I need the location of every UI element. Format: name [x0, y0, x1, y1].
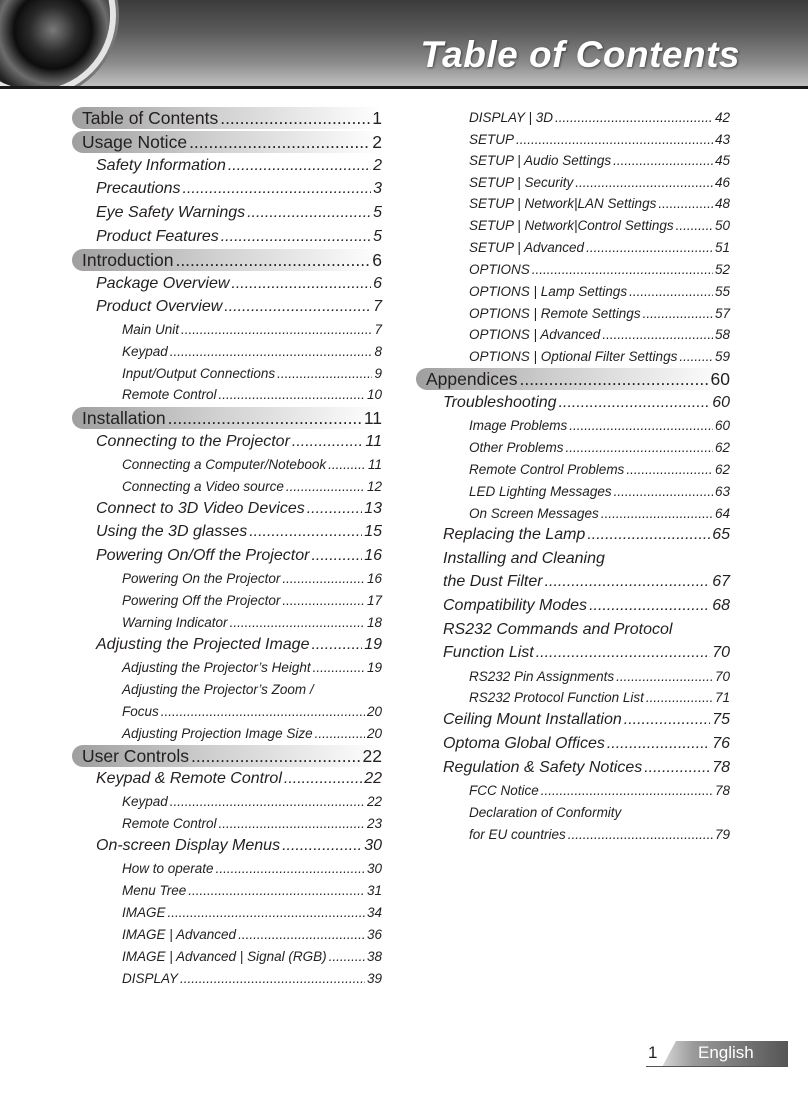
dot-leader	[219, 387, 365, 402]
dot-leader	[161, 704, 365, 719]
dot-leader	[646, 690, 713, 705]
toc-page-number: 60	[714, 418, 730, 433]
dot-leader	[607, 735, 710, 753]
toc-page-number: 11	[367, 457, 382, 472]
dot-leader	[230, 615, 365, 630]
toc-entry-title: SETUP	[469, 132, 515, 147]
dot-leader	[168, 408, 362, 429]
toc-subsection[interactable]	[122, 861, 382, 876]
toc-subsection[interactable]	[469, 218, 730, 233]
toc-section[interactable]	[96, 500, 382, 518]
toc-page-number: 39	[366, 971, 382, 986]
toc-page-number: 10	[366, 387, 382, 402]
toc-subsection[interactable]	[469, 827, 730, 842]
dot-leader	[247, 204, 371, 222]
toc-subsection[interactable]	[122, 615, 382, 630]
toc-section[interactable]	[96, 157, 382, 175]
toc-subsection[interactable]	[469, 110, 730, 125]
toc-entry-title: Keypad	[122, 794, 168, 809]
toc-page-number: 52	[714, 262, 730, 277]
footer-rule	[646, 1066, 788, 1067]
toc-entry-title: Usage Notice	[82, 131, 188, 152]
dot-leader	[541, 783, 713, 798]
toc-page-number: 62	[714, 440, 730, 455]
toc-subsection[interactable]	[122, 971, 382, 986]
toc-section[interactable]	[443, 759, 730, 777]
toc-entry-title: Input/Output Connections	[122, 366, 276, 381]
dot-leader	[519, 369, 708, 390]
toc-subsection[interactable]	[469, 306, 730, 321]
toc-entry-title: Connecting a Computer/Notebook	[122, 457, 327, 472]
dot-leader	[568, 827, 713, 842]
toc-subsection[interactable]	[122, 660, 382, 675]
toc-entry-title: RS232 Protocol Function List	[469, 690, 644, 705]
toc-entry-title: How to operate	[122, 861, 214, 876]
toc-entry-title: Optoma Global Offices	[443, 735, 605, 752]
toc-entry-title: Table of Contents	[82, 107, 219, 128]
toc-section[interactable]	[96, 547, 382, 565]
toc-entry-title: Precautions	[96, 180, 181, 197]
toc-page-number: 63	[714, 484, 730, 499]
toc-entry-title: Installation	[82, 407, 166, 428]
toc-subsection[interactable]	[469, 805, 730, 820]
toc-page-number: 65	[712, 526, 730, 543]
toc-section[interactable]	[96, 433, 382, 451]
toc-page-number: 34	[366, 905, 382, 920]
toc-page-number: 11	[363, 407, 382, 428]
toc-section[interactable]	[96, 523, 382, 541]
toc-entry-title: Main Unit	[122, 322, 180, 337]
toc-section[interactable]	[96, 275, 382, 293]
toc-page-number: 59	[714, 349, 730, 364]
toc-entry-title: Product Features	[96, 228, 219, 245]
toc-page-number: 20	[366, 726, 382, 741]
toc-subsection[interactable]	[469, 506, 730, 521]
toc-page-number: 45	[714, 153, 730, 168]
toc-section[interactable]	[443, 711, 730, 729]
toc-page-number: 78	[712, 759, 730, 776]
toc-page-number: 12	[366, 479, 382, 494]
toc-section[interactable]	[443, 394, 730, 412]
toc-subsection[interactable]	[122, 322, 382, 337]
toc-section[interactable]	[443, 597, 730, 615]
toc-subsection[interactable]	[469, 175, 730, 190]
toc-subsection[interactable]	[122, 571, 382, 586]
toc-entry-title: the Dust Filter	[443, 573, 543, 590]
page-title: Table of Contents	[420, 34, 740, 75]
toc-entry-title: SETUP | Network|Control Settings	[469, 218, 674, 233]
toc-page-number: 13	[364, 500, 382, 517]
toc-subsection[interactable]	[122, 593, 382, 608]
toc-entry-title: Package Overview	[96, 275, 230, 292]
toc-entry-title: OPTIONS | Remote Settings	[469, 306, 641, 321]
toc-page-number: 5	[373, 228, 382, 245]
toc-entry-title: IMAGE | Advanced	[122, 927, 237, 942]
toc-page-number: 30	[364, 837, 382, 854]
toc-subsection[interactable]	[122, 816, 382, 831]
toc-page-number: 18	[366, 615, 382, 630]
toc-entry-title: DISPLAY	[122, 971, 179, 986]
dot-leader	[219, 816, 365, 831]
toc-chapter[interactable]	[72, 131, 382, 153]
toc-subsection[interactable]	[469, 349, 730, 364]
dot-leader	[311, 547, 362, 565]
toc-page-number: 64	[714, 506, 730, 521]
toc-subsection[interactable]	[122, 949, 382, 964]
toc-subsection[interactable]	[469, 418, 730, 433]
dot-leader	[602, 327, 713, 342]
toc-entry-title: Powering On the Projector	[122, 571, 281, 586]
toc-chapter[interactable]	[416, 368, 730, 390]
dot-leader	[601, 506, 713, 521]
toc-page-number: 7	[374, 322, 382, 337]
dot-leader	[216, 861, 365, 876]
toc-entry-title: Function List	[443, 644, 534, 661]
toc-entry-title: Troubleshooting	[443, 394, 557, 411]
dot-leader	[658, 196, 713, 211]
toc-page-number: 46	[714, 175, 730, 190]
toc-section[interactable]	[443, 644, 730, 662]
toc-page-number: 70	[712, 644, 730, 661]
dot-leader	[168, 905, 365, 920]
toc-page-number: 7	[373, 298, 382, 315]
toc-entry-title: RS232 Commands and Protocol	[443, 621, 673, 638]
dot-leader	[282, 571, 365, 586]
toc-page-number: 42	[714, 110, 730, 125]
dot-leader	[277, 366, 372, 381]
dot-leader	[679, 349, 713, 364]
dot-leader	[189, 132, 370, 153]
toc-subsection[interactable]	[469, 132, 730, 147]
toc-page-number: 43	[714, 132, 730, 147]
toc-entry-title: Compatibility Modes	[443, 597, 588, 614]
toc-page-number: 15	[364, 523, 382, 540]
toc-entry-title: Safety Information	[96, 157, 226, 174]
dot-leader	[559, 394, 711, 412]
dot-leader	[566, 440, 713, 455]
dot-leader	[613, 153, 713, 168]
dot-leader	[555, 110, 713, 125]
header-rule	[0, 86, 808, 89]
toc-page-number: 38	[366, 949, 382, 964]
toc-page-number: 78	[714, 783, 730, 798]
toc-page-number: 11	[365, 433, 382, 450]
toc-page-number: 22	[362, 745, 382, 766]
dot-leader	[626, 462, 713, 477]
toc-subsection[interactable]	[469, 240, 730, 255]
toc-page-number: 19	[366, 660, 382, 675]
dot-leader	[315, 726, 365, 741]
toc-page-number: 71	[714, 690, 730, 705]
toc-subsection[interactable]	[469, 669, 730, 684]
toc-page-number: 60	[710, 368, 730, 389]
toc-entry-title: Adjusting Projection Image Size	[122, 726, 313, 741]
toc-section[interactable]	[96, 837, 382, 855]
dot-leader	[614, 484, 713, 499]
toc-subsection[interactable]	[122, 682, 382, 697]
toc-page-number: 31	[366, 883, 382, 898]
toc-entry-title: Connecting a Video source	[122, 479, 284, 494]
toc-section[interactable]	[96, 228, 382, 246]
toc-entry-title: Adjusting the Projector’s Height	[122, 660, 311, 675]
toc-page-number: 1	[372, 107, 382, 128]
toc-page-number: 79	[714, 827, 730, 842]
toc-page-number: 51	[714, 240, 730, 255]
dot-leader	[238, 927, 365, 942]
toc-subsection[interactable]	[122, 794, 382, 809]
dot-leader	[516, 132, 713, 147]
dot-leader	[575, 175, 713, 190]
toc-subsection[interactable]	[469, 690, 730, 705]
toc-subsection[interactable]	[122, 704, 382, 719]
toc-page-number: 9	[374, 366, 382, 381]
toc-entry-title: IMAGE	[122, 905, 166, 920]
toc-page-number: 22	[366, 794, 382, 809]
toc-page-number: 36	[366, 927, 382, 942]
toc-chapter[interactable]	[72, 107, 382, 129]
toc-page-number: 16	[366, 571, 382, 586]
dot-leader	[224, 298, 371, 316]
dot-leader	[292, 433, 364, 451]
dot-leader	[616, 669, 713, 684]
toc-section[interactable]	[96, 298, 382, 316]
toc-subsection[interactable]	[469, 284, 730, 299]
dot-leader	[532, 262, 713, 277]
dot-leader	[284, 770, 362, 788]
toc-page-number: 2	[372, 131, 382, 152]
toc-subsection[interactable]	[122, 905, 382, 920]
dot-leader	[676, 218, 713, 233]
toc-subsection[interactable]	[469, 440, 730, 455]
toc-entry-title: OPTIONS | Optional Filter Settings	[469, 349, 678, 364]
toc-page-number: 48	[714, 196, 730, 211]
toc-page-number: 20	[366, 704, 382, 719]
toc-entry-title: DISPLAY | 3D	[469, 110, 554, 125]
toc-page-number: 30	[366, 861, 382, 876]
toc-entry-title: Warning Indicator	[122, 615, 228, 630]
toc-entry-title: SETUP | Network|LAN Settings	[469, 196, 657, 211]
toc-entry-title: Remote Control Problems	[469, 462, 625, 477]
toc-entry-title: OPTIONS | Advanced	[469, 327, 601, 342]
dot-leader	[307, 500, 362, 518]
toc-section[interactable]	[443, 735, 730, 753]
toc-section[interactable]	[96, 204, 382, 222]
toc-entry-title: Appendices	[426, 368, 518, 389]
toc-subsection[interactable]	[469, 462, 730, 477]
toc-entry-title: Remote Control	[122, 387, 217, 402]
toc-section[interactable]	[96, 636, 382, 654]
toc-chapter[interactable]	[72, 745, 382, 767]
toc-entry-title: Connecting to the Projector	[96, 433, 290, 450]
toc-entry-title: Installing and Cleaning	[443, 550, 605, 567]
toc-subsection[interactable]	[122, 726, 382, 741]
toc-subsection[interactable]	[122, 366, 382, 381]
dot-leader	[188, 883, 365, 898]
toc-page-number: 67	[712, 573, 730, 590]
toc-entry-title: Powering Off the Projector	[122, 593, 281, 608]
toc-entry-title: OPTIONS | Lamp Settings	[469, 284, 628, 299]
toc-page-number: 57	[714, 306, 730, 321]
dot-leader	[586, 240, 713, 255]
toc-entry-title: Connect to 3D Video Devices	[96, 500, 305, 517]
dot-leader	[220, 108, 370, 129]
toc-entry-title: IMAGE | Advanced | Signal (RGB)	[122, 949, 327, 964]
dot-leader	[228, 157, 371, 175]
dot-leader	[191, 746, 361, 767]
toc-entry-title: On Screen Messages	[469, 506, 599, 521]
toc-page-number: 60	[712, 394, 730, 411]
toc-entry-title: OPTIONS	[469, 262, 530, 277]
toc-subsection[interactable]	[122, 387, 382, 402]
dot-leader	[175, 250, 370, 271]
dot-leader	[221, 228, 371, 246]
toc-entry-title: On-screen Display Menus	[96, 837, 281, 854]
toc-entry-title: Adjusting the Projected Image	[96, 636, 310, 653]
toc-chapter[interactable]	[72, 407, 382, 429]
dot-leader	[629, 284, 713, 299]
toc-page-number: 5	[373, 204, 382, 221]
dot-leader	[569, 418, 713, 433]
toc-page-number: 19	[364, 636, 382, 653]
toc-entry-title: Powering On/Off the Projector	[96, 547, 310, 564]
toc-entry-title: Other Problems	[469, 440, 564, 455]
toc-section[interactable]	[443, 526, 730, 544]
dot-leader	[286, 479, 365, 494]
toc-page-number: 3	[373, 180, 382, 197]
toc-subsection[interactable]	[122, 457, 382, 472]
toc-page-number: 6	[373, 275, 382, 292]
toc-entry-title: SETUP | Security	[469, 175, 574, 190]
toc-subsection[interactable]	[469, 153, 730, 168]
page-header	[0, 0, 808, 89]
toc-entry-title: Remote Control	[122, 816, 217, 831]
toc-entry-title: Introduction	[82, 249, 174, 270]
dot-leader	[249, 523, 362, 541]
dot-leader	[170, 794, 365, 809]
toc-entry-title: Regulation & Safety Notices	[443, 759, 643, 776]
dot-leader	[545, 573, 711, 591]
dot-leader	[170, 344, 373, 359]
toc-page-number: 62	[714, 462, 730, 477]
toc-entry-title: for EU countries	[469, 827, 566, 842]
toc-entry-title: Replacing the Lamp	[443, 526, 586, 543]
toc-entry-title: SETUP | Advanced	[469, 240, 585, 255]
toc-page-number: 50	[714, 218, 730, 233]
dot-leader	[644, 759, 710, 777]
toc-page-number: 16	[364, 547, 382, 564]
dot-leader	[282, 837, 362, 855]
toc-entry-title: Using the 3D glasses	[96, 523, 248, 540]
toc-entry-title: Menu Tree	[122, 883, 187, 898]
dot-leader	[180, 971, 365, 986]
toc-section[interactable]	[443, 573, 730, 591]
toc-entry-title: Eye Safety Warnings	[96, 204, 246, 221]
toc-entry-title: Keypad & Remote Control	[96, 770, 282, 787]
toc-section[interactable]	[443, 550, 730, 568]
toc-entry-title: Image Problems	[469, 418, 568, 433]
toc-subsection[interactable]	[469, 196, 730, 211]
page-number: 1	[648, 1043, 658, 1062]
toc-page-number: 75	[712, 711, 730, 728]
dot-leader	[183, 180, 372, 198]
toc-page-number: 68	[712, 597, 730, 614]
toc-page-number: 58	[714, 327, 730, 342]
dot-leader	[587, 526, 710, 544]
toc-subsection[interactable]	[469, 262, 730, 277]
toc-page-number: 2	[373, 157, 382, 174]
toc-subsection[interactable]	[469, 484, 730, 499]
toc-entry-title: Product Overview	[96, 298, 223, 315]
toc-page-number: 76	[712, 735, 730, 752]
dot-leader	[313, 660, 365, 675]
toc-entry-title: Ceiling Mount Installation	[443, 711, 622, 728]
toc-section[interactable]	[96, 180, 382, 198]
toc-subsection[interactable]	[122, 927, 382, 942]
toc-entry-title: Declaration of Conformity	[469, 805, 622, 820]
dot-leader	[282, 593, 365, 608]
toc-chapter[interactable]	[72, 249, 382, 271]
dot-leader	[311, 636, 362, 654]
toc-subsection[interactable]	[469, 327, 730, 342]
dot-leader	[329, 949, 365, 964]
dot-leader	[231, 275, 371, 293]
toc-section[interactable]	[443, 621, 730, 639]
toc-page-number: 55	[714, 284, 730, 299]
language-label: English	[698, 1043, 754, 1062]
dot-leader	[536, 644, 710, 662]
toc-page-number: 17	[366, 593, 382, 608]
toc-subsection[interactable]	[122, 479, 382, 494]
toc-subsection[interactable]	[122, 883, 382, 898]
dot-leader	[589, 597, 710, 615]
toc-page-number: 22	[364, 770, 382, 787]
toc-page-number: 6	[372, 249, 382, 270]
toc-entry-title: Focus	[122, 704, 159, 719]
toc-entry-title: User Controls	[82, 745, 189, 766]
toc-entry-title: SETUP | Audio Settings	[469, 153, 612, 168]
toc-entry-title: LED Lighting Messages	[469, 484, 612, 499]
dot-leader	[643, 306, 713, 321]
dot-leader	[328, 457, 366, 472]
toc-subsection[interactable]	[122, 344, 382, 359]
toc-page-number: 8	[374, 344, 382, 359]
toc-section[interactable]	[96, 770, 382, 788]
toc-subsection[interactable]	[469, 783, 730, 798]
toc-entry-title: Adjusting the Projector’s Zoom /	[122, 682, 314, 697]
dot-leader	[181, 322, 372, 337]
toc-page-number: 23	[366, 816, 382, 831]
toc-entry-title: Keypad	[122, 344, 168, 359]
toc-entry-title: FCC Notice	[469, 783, 539, 798]
dot-leader	[624, 711, 710, 729]
toc-entry-title: RS232 Pin Assignments	[469, 669, 615, 684]
toc-page-number: 70	[714, 669, 730, 684]
